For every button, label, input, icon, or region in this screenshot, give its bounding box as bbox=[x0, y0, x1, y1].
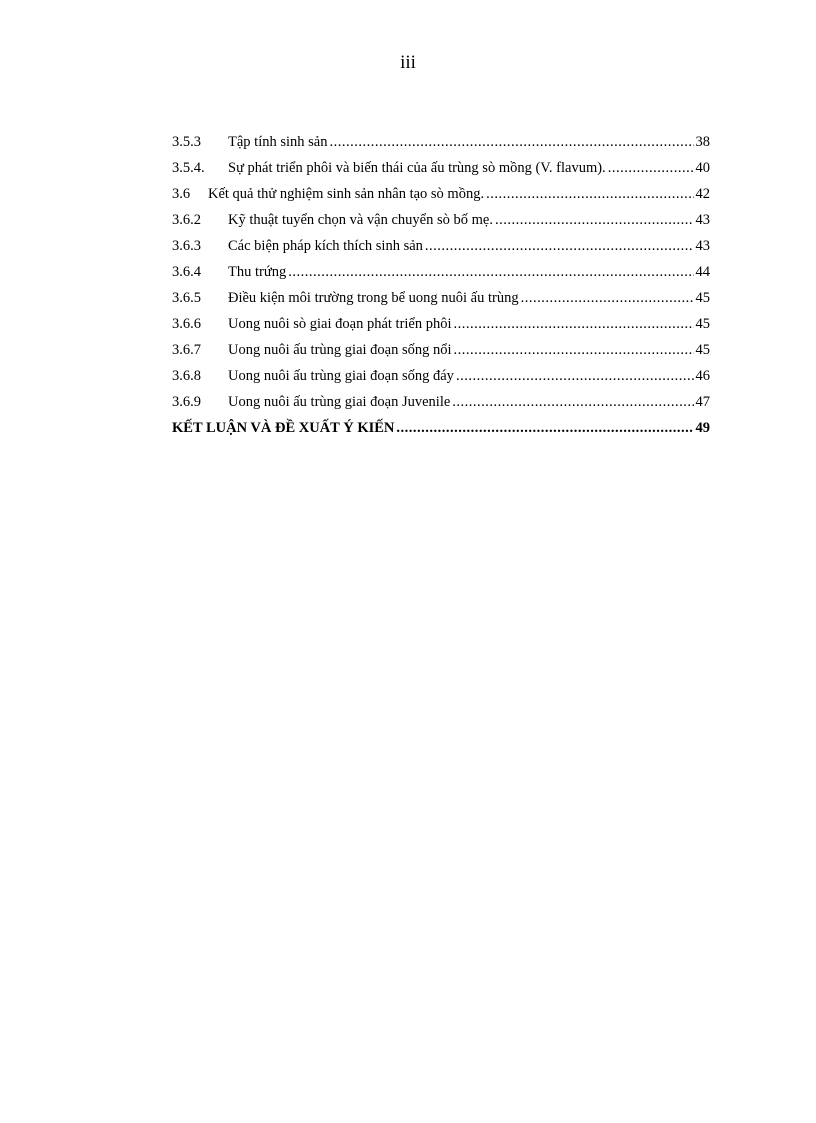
toc-dot-leader bbox=[456, 368, 694, 385]
toc-dot-leader bbox=[608, 160, 694, 177]
toc-entry-page: 42 bbox=[695, 186, 710, 202]
toc-entry bbox=[172, 290, 710, 316]
toc-entry-number: 3.6.2 bbox=[172, 212, 201, 228]
toc-entry bbox=[172, 342, 710, 368]
toc-entry-number: 3.5.4. bbox=[172, 160, 205, 176]
toc-entry-number: 3.6.3 bbox=[172, 238, 201, 254]
toc-entry bbox=[172, 134, 710, 160]
toc-dot-leader bbox=[452, 394, 693, 411]
toc-dot-leader bbox=[521, 290, 694, 307]
toc-entry bbox=[172, 394, 710, 420]
toc-entry-number: 3.6.6 bbox=[172, 316, 201, 332]
toc-entry-conclusion bbox=[172, 420, 710, 446]
toc-dot-leader bbox=[329, 134, 693, 151]
toc-entry-page: 44 bbox=[695, 264, 710, 280]
toc-entry-page: 43 bbox=[695, 212, 710, 228]
toc-entry-page: 43 bbox=[695, 238, 710, 254]
toc-entry-title: Uong nuôi sò giai đoạn phát triển phôi bbox=[228, 316, 452, 332]
toc-entry-title: Điều kiện môi trường trong bể uong nuôi ấu trùng bbox=[228, 290, 519, 306]
toc-entry bbox=[172, 316, 710, 342]
toc-entry-title: Thu trứng bbox=[228, 264, 287, 280]
toc-entry-title: Uong nuôi ấu trùng giai đoạn sống đáy bbox=[228, 368, 454, 384]
toc-dot-leader bbox=[454, 342, 694, 359]
toc-dot-leader bbox=[425, 238, 694, 255]
toc-entry-page: 45 bbox=[695, 316, 710, 332]
toc-entry-number: 3.6.8 bbox=[172, 368, 201, 384]
toc-entry-number: 3.6.9 bbox=[172, 394, 201, 410]
page-number: iii bbox=[400, 52, 416, 73]
toc-entry bbox=[172, 368, 710, 394]
toc-dot-leader bbox=[486, 186, 693, 203]
toc-dot-leader bbox=[288, 264, 693, 281]
toc-entry-title: Kết quả thử nghiệm sinh sản nhân tạo sò mồng. bbox=[208, 186, 485, 202]
toc-entry-title: Tập tính sinh sản bbox=[228, 134, 328, 150]
toc-entry-page: 45 bbox=[695, 290, 710, 306]
toc-entry-number: 3.5.3 bbox=[172, 134, 201, 150]
toc-entry bbox=[172, 264, 710, 290]
toc-entry-number: 3.6 bbox=[172, 186, 191, 202]
toc-entry-title: KẾT LUẬN VÀ ĐỀ XUẤT Ý KIẾN bbox=[172, 420, 395, 436]
toc-entry bbox=[172, 160, 710, 186]
toc-entry bbox=[172, 212, 710, 238]
toc-dot-leader bbox=[396, 420, 693, 437]
toc-entry-number: 3.6.5 bbox=[172, 290, 201, 306]
toc-entry-title: Kỹ thuật tuyển chọn và vận chuyển sò bố mẹ. bbox=[228, 212, 493, 228]
toc-entry-page: 45 bbox=[695, 342, 710, 358]
table-of-contents bbox=[172, 134, 710, 446]
toc-entry-title: Sự phát triển phôi và biến thái của ấu trùng sò mồng (V. flavum). bbox=[228, 160, 606, 176]
toc-entry-page: 40 bbox=[695, 160, 710, 176]
toc-entry-title: Uong nuôi ấu trùng giai đoạn Juvenile bbox=[228, 394, 451, 410]
toc-entry-number: 3.6.4 bbox=[172, 264, 201, 280]
toc-entry-page: 38 bbox=[695, 134, 710, 150]
toc-entry-title: Các biện pháp kích thích sinh sản bbox=[228, 238, 423, 254]
toc-entry-page: 47 bbox=[695, 394, 710, 410]
toc-entry-page: 46 bbox=[695, 368, 710, 384]
toc-dot-leader bbox=[454, 316, 694, 333]
toc-dot-leader bbox=[495, 212, 694, 229]
toc-entry-page: 49 bbox=[695, 420, 710, 436]
toc-entry bbox=[172, 186, 710, 212]
toc-entry-number: 3.6.7 bbox=[172, 342, 201, 358]
toc-entry bbox=[172, 238, 710, 264]
toc-entry-title: Uong nuôi ấu trùng giai đoạn sống nổi bbox=[228, 342, 452, 358]
